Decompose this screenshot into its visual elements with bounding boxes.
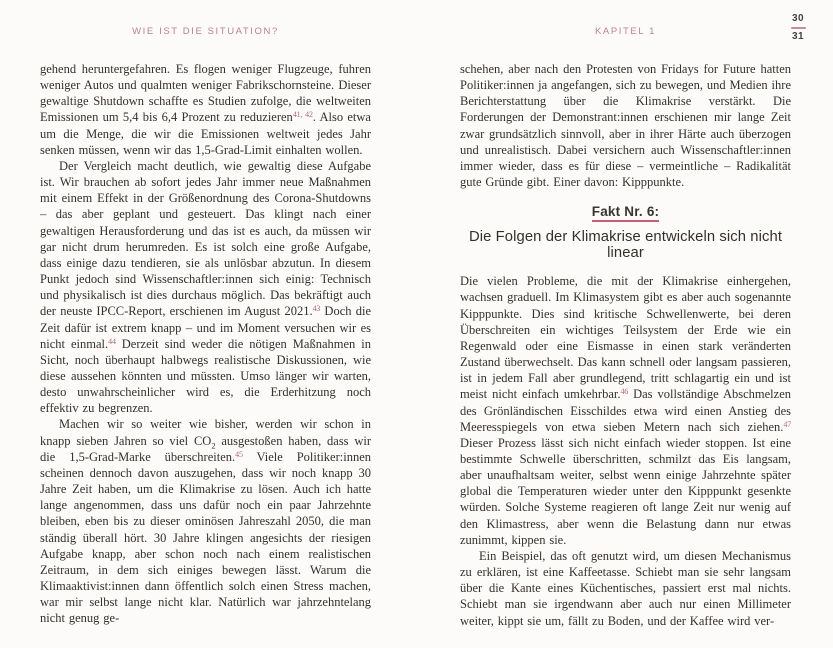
footnote-marker: 47 bbox=[783, 419, 791, 429]
paragraph: gehend heruntergefahren. Es flogen weniger Flugzeuge, fuhren weniger Autos und qualmten weniger Fabrikschornsteine. Dieser gewaltige Shutdown schaffte es Studien zufolge, die weltweiten Emissionen um 5,4 bis 6,4 Prozent zu reduzieren$^{41, 42}$. Also etwa um die Menge, die wir die Emissionen weltweit jedes Jahr senken müssen, wenn wir das 1,5-Grad-Limit einhalten wollen. bbox=[40, 62, 371, 157]
running-head-right: KAPITEL 1 bbox=[594, 26, 657, 37]
footnote-marker: 41, 42 bbox=[292, 110, 313, 120]
paragraph: Die vielen Probleme, die mit der Klimakrise einhergehen, wachsen graduell. Im Klimasystem gibt es aber auch sogenannte Kipppunkte. Dies sind kritische Schwellenwerte, bei deren Überschreiten ein wichtiges Teilsystem der Erde wie ein Regenwald oder eine Eismasse in einen stark veränderten Zustand überwechselt. Das kann schnell oder langsam passieren, ist in jedem Fall aber grundlegend, tritt schlagartig ein und ist meist nicht einfach umkehrbar.$^{46}$ Das vollständige Abschmelzen des Grönländischen Eisschildes etwa wird einen Anstieg des Meeresspiegels von etwa sieben Metern nach sich ziehen.$^{47}$ Dieser Prozess lässt sich nicht einfach wieder stoppen. Ist eine bestimmte Schwelle überschritten, schmilzt das Eis langsam, aber unaufhaltsam weiter, selbst wenn einige Jahrzehnte später global die Temperaturen wieder unter den Kipppunkt gesenkte würden. Solche Systeme reagieren oft lange Zeit nur wenig auf den Klimastress, aber wenn die Belastung dann nur etwas zunimmt, kippen sie. bbox=[460, 274, 791, 547]
fact-number-label: Fakt Nr. 6: bbox=[592, 204, 659, 222]
paragraph: schehen, aber nach den Protesten von Fridays for Future hatten Politiker:innen ja angefangen, sich zu bewegen, und Medien ihre Berichterstattung über die Klimakrise verstärkt. Die Forderungen der Demonstrant:innen erschienen mir lange Zeit zwar grundsätzlich sinnvoll, aber in ihrer Härte auch überzogen und unrealistisch. Dabei versichern auch Wissenschaftler:innen immer wieder, dass es für diese – vermeintliche – Radikalität gute Gründe gibt. Einer davon: Kipppunkte. bbox=[460, 62, 791, 190]
footnote-marker: 45 bbox=[235, 449, 243, 459]
footnote-marker: 43 bbox=[312, 304, 321, 314]
fact-heading bbox=[460, 203, 791, 261]
left-page-text-column bbox=[40, 61, 371, 626]
right-column-intro bbox=[460, 61, 791, 190]
subscript: 2 bbox=[211, 440, 216, 451]
right-page-text-column bbox=[460, 61, 791, 629]
page-number-top: 30 bbox=[791, 13, 805, 24]
footnote-marker: 44 bbox=[108, 336, 116, 346]
paragraph: Ein Beispiel, das oft genutzt wird, um diesen Mechanismus zu erklären, ist eine Kaffeetasse. Schiebt man sie sehr langsam über die Kante eines Küchentisches, passiert erst mal nichts. Schiebt man sie irgendwann aber auch nur einen Millimeter weiter, kippt sie um, fällt zu Boden, und der Kaffee wird ver- bbox=[460, 548, 791, 628]
right-column-body bbox=[460, 273, 791, 628]
fact-title: Die Folgen der Klimakrise entwickeln sich nicht linear bbox=[468, 229, 783, 262]
page-number-bottom: 31 bbox=[791, 31, 805, 42]
running-head-left: WIE IST DIE SITUATION? bbox=[132, 26, 279, 37]
page-numbers bbox=[785, 13, 811, 43]
paragraph: Machen wir so weiter wie bisher, werden wir schon in knapp sieben Jahren so viel $CO_2$ ausgestoßen haben, dass wir die 1,5-Grad-Marke überschreiten.$^{45}$ Viele Politiker:innen scheinen dennoch davon auszugehen, dass wir noch knapp 30 Jahre Zeit haben, um die Klimakrise zu lösen. Auch ich hatte lange angenommen, dass uns dafür noch ein paar Jahrzehnte bleiben, eben bis zu dieser ominösen Jahreszahl 2050, die man ständig überall hört. 30 Jahre klingen angesichts der riesigen Aufgabe knapp, aber schon noch nach einem realistischen Zeitraum, in dem sich einiges bewegen lässt. Warum die Klimaaktivist:innen dann öffentlich solch einen Stress machen, war mir selbst lange nicht klar. Natürlich war jahrzehntelang nicht genug ge- bbox=[40, 417, 372, 626]
paragraph: Der Vergleich macht deutlich, wie gewaltig diese Aufgabe ist. Wir brauchen ab sofort jedes Jahr immer neue Maßnahmen mit einem Effekt in der Größenordnung des Corona-Shutdowns – das aber geplant und gesteuert. Das klingt nach einer gewaltigen Herausforderung und das ist es auch, da müssen wir gar nicht drum herumreden. Es ist solch eine große Aufgabe, dass einige dazu tendieren, sie als unlösbar abzutun. In diesem Punkt jedoch sind Wissenschaftler:innen sich einig: Technisch und physikalisch ist dies durchaus möglich. Das bekräftigt auch der neuste IPCC-Report, erschienen im August 2021.43 Doch die Zeit dafür ist extrem knapp – und im Moment versuchen wir es nicht einmal.$^{44}$ Derzeit sind weder die nötigen Maßnahmen in Sicht, noch überhaupt halbwegs realistische Diskussionen, wie diese aussehen könnten und müssten. Umso länger wir warten, desto unwahrscheinlicher wird es, die Erderhitzung noch effektiv zu begrenzen. bbox=[40, 158, 371, 416]
page-number-divider bbox=[791, 27, 806, 29]
footnote-marker: 46 bbox=[620, 387, 629, 397]
